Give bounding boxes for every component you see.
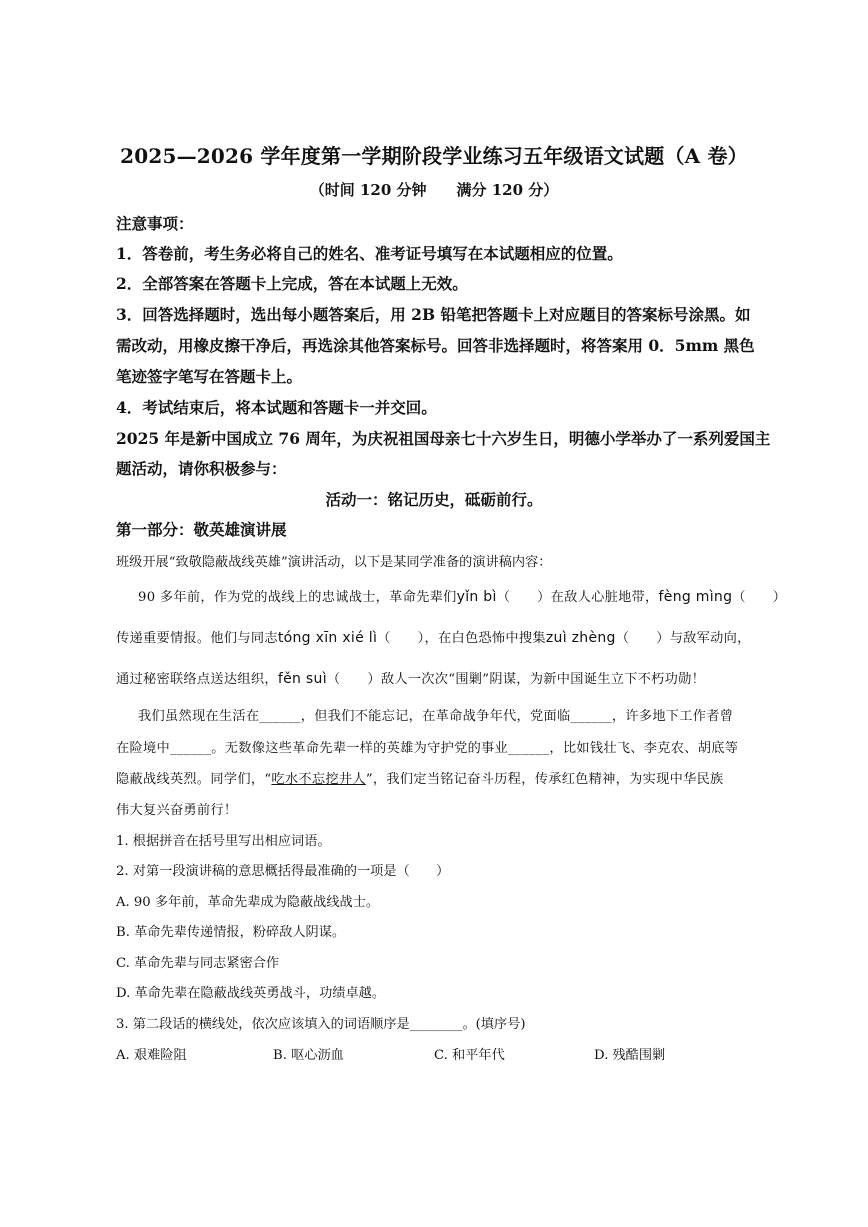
- question-3: 3. 第二段话的横线处，依次应该填入的词语顺序是________。(填序号): [116, 1017, 526, 1032]
- pinyin-prompt: zuì zhèng: [545, 630, 616, 646]
- notice-item: 需改动，用橡皮擦干净后，再选涂其他答案标号。回答非选择题时，将答案用 0．5mm 黑色: [116, 336, 755, 355]
- answer-bracket: （ ），在白色恐怖中搜集: [377, 631, 546, 646]
- question-2-option-b: B. 革命先辈传递情报，粉碎敌人阴谋。: [116, 925, 346, 940]
- notice-item: 笔迹签字笔写在答题卡上。: [116, 367, 303, 386]
- speech-text: 隐蔽战线英烈。同学们，“: [116, 772, 272, 787]
- speech-text: 传递重要情报。他们与同志: [116, 631, 278, 646]
- speech-line: [116, 668, 766, 687]
- question-2-option-d: D. 革命先辈在隐蔽战线英勇战斗，功绩卓越。: [116, 986, 386, 1001]
- quoted-proverb: 吃水不忘挖井人: [271, 772, 366, 787]
- question-3-option-d: D. 残酷围剿: [594, 1048, 666, 1063]
- question-2: 2. 对第一段演讲稿的意思概括得最准确的一项是（ ）: [116, 864, 450, 879]
- speech-line: [116, 627, 766, 646]
- notice-heading: 注意事项：: [116, 214, 194, 233]
- question-2-option-a: A. 90 多年前，革命先辈成为隐蔽战线战士。: [116, 895, 380, 910]
- intro-line: 2025 年是新中国成立 76 周年，为庆祝祖国母亲七十六岁生日，明德小学举办了一系列爱国主: [116, 429, 771, 448]
- speech-text: ”，我们定当铭记奋斗历程，传承红色精神，为实现中华民族: [365, 772, 724, 787]
- answer-bracket: （ ）: [732, 590, 787, 605]
- notice-item: 3．回答选择题时，选出每小题答案后，用 2B 铅笔把答题卡上对应题目的答案标号涂黑。如: [116, 305, 751, 324]
- answer-bracket: （ ）在敌人心脏地带，: [496, 590, 659, 605]
- notice-item: 4．考试结束后，将本试题和答题卡一并交回。: [116, 398, 437, 417]
- pinyin-prompt: tóng xīn xié lì: [277, 630, 378, 646]
- speech-line: [138, 586, 787, 605]
- intro-line: 题活动，请你积极参与：: [116, 459, 287, 478]
- speech-text: 通过秘密联络点送达组织，: [116, 672, 278, 687]
- speech-text: 90 多年前，作为党的战线上的忠诚战士，革命先辈们: [138, 590, 457, 605]
- question-3-option-a: A. 艰难险阻: [116, 1048, 187, 1063]
- question-1: 1. 根据拼音在括号里写出相应词语。: [116, 834, 331, 849]
- answer-bracket: （ ）与敌军动向，: [615, 631, 751, 646]
- pinyin-prompt: fèng mìng: [658, 589, 733, 605]
- notice-item: 1．答卷前，考生务必将自己的姓名、准考证号填写在本试题相应的位置。: [116, 244, 623, 263]
- part-intro: 班级开展“致敬隐蔽战线英雄”演讲活动，以下是某同学准备的演讲稿内容：: [116, 555, 552, 570]
- question-2-option-c: C. 革命先辈与同志紧密合作: [116, 956, 280, 971]
- activity-title: 活动一：铭记历史，砥砺前行。: [325, 490, 543, 509]
- part-title: 第一部分：敬英雄演讲展: [116, 520, 287, 539]
- notice-item: 2．全部答案在答题卡上完成，答在本试题上无效。: [116, 274, 468, 293]
- speech-line: 我们虽然现在生活在______，但我们不能忘记，在革命战争年代，党面临______，许多地下工作者曾: [138, 709, 734, 724]
- page-title: 2025—2026 学年度第一学期阶段学业练习五年级语文试题（A 卷）: [120, 144, 748, 168]
- speech-line: [116, 768, 766, 787]
- pinyin-prompt: fěn suì: [277, 671, 327, 687]
- answer-bracket: （ ）敌人一次次“围剿”阴谋，为新中国诞生立下不朽功勋！: [326, 672, 706, 687]
- question-3-option-c: C. 和平年代: [434, 1048, 505, 1063]
- exam-time-score: （时间 120 分钟 满分 120 分）: [309, 181, 559, 199]
- question-3-option-b: B. 呕心沥血: [273, 1048, 344, 1063]
- speech-line: 伟大复兴奋勇前行！: [116, 803, 238, 818]
- pinyin-prompt: yǐn bì: [456, 589, 497, 605]
- speech-line: 在险境中______。无数像这些革命先辈一样的英雄为守护党的事业______，比如钱壮飞、李克农、胡底等: [116, 741, 739, 756]
